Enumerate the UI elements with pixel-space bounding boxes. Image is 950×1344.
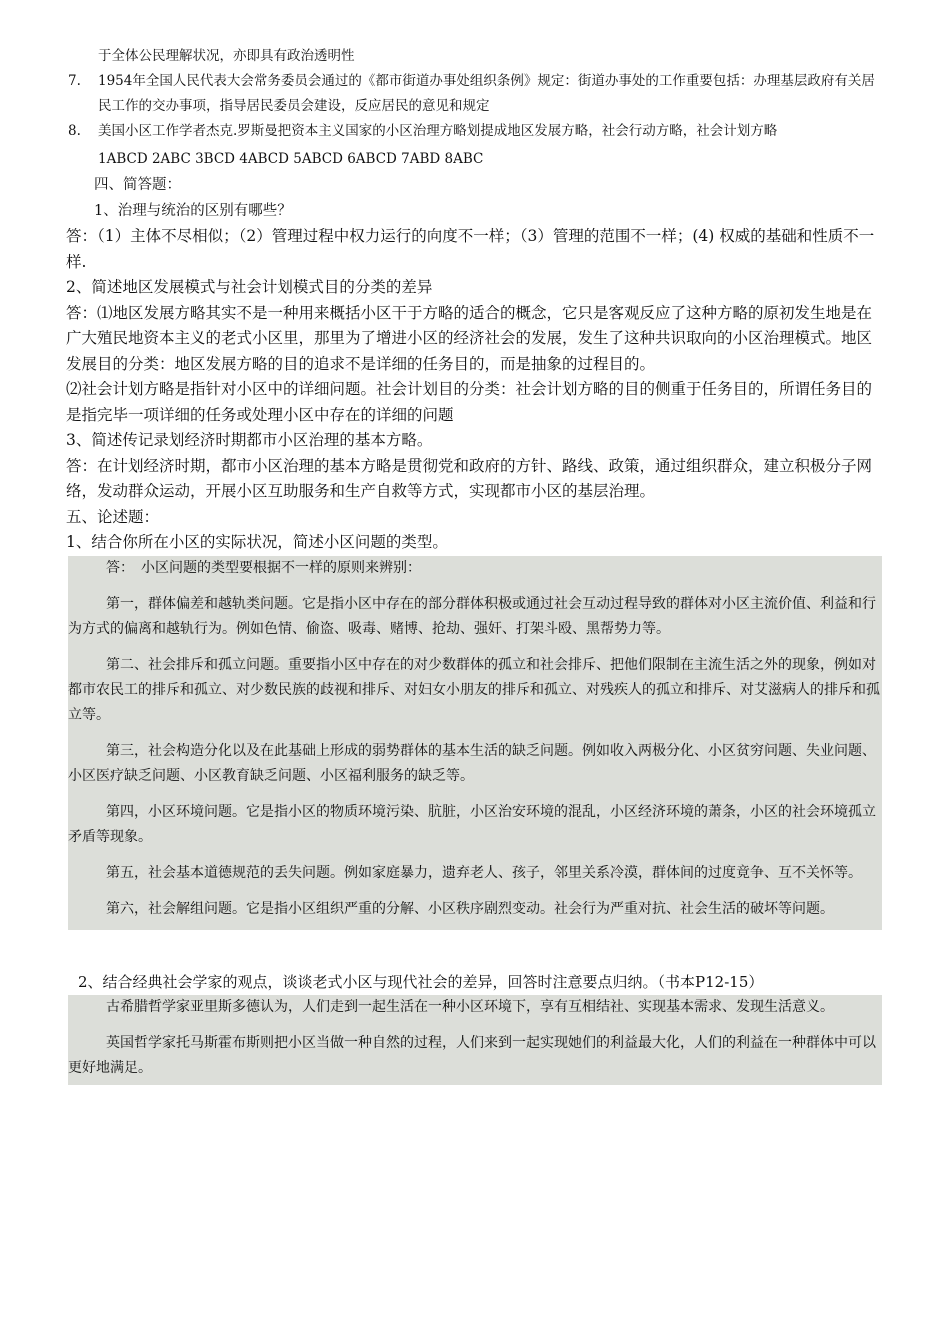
continuation-line: 于全体公民理解状况，亦即具有政治透明性: [98, 48, 355, 64]
list-item-7: [68, 69, 882, 119]
essay-1-answer-box: [68, 556, 882, 930]
section-4-heading: 四、简答题：: [94, 177, 181, 193]
section-5-heading: 五、论述题：: [66, 507, 160, 526]
essay-2-answer-box: [68, 995, 882, 1085]
essay-1-paragraph: 第一，群体偏差和越轨类问题。它是指小区中存在的部分群体积极或通过社会互动过程导致的群体对小区主流价值、利益和行为方式的偏离和越轨行为。例如色情、偷盗、吸毒、赌博、抢劫、强奸、打架斗殴、黑帮势力等。: [68, 595, 876, 637]
essay-1-paragraph: 第五，社会基本道德规范的丢失问题。例如家庭暴力，遗弃老人、孩子，邻里关系冷漠，群体间的过度竟争、互不关怀等。: [106, 864, 862, 881]
essay-2-paragraph: 英国哲学家托马斯霍布斯则把小区当做一种自然的过程，人们来到一起实现她们的利益最大化，人们的利益在一种群体中可以更好地满足。: [68, 1034, 876, 1076]
essay-1-paragraph: 第三，社会构造分化以及在此基础上形成的弱势群体的基本生活的缺乏问题。例如收入两极分化、小区贫穷问题、失业问题、小区医疗缺乏问题、小区教育缺乏问题、小区福利服务的缺乏等。: [68, 742, 876, 784]
essay-2-paragraph: 古希腊哲学家亚里斯多德认为，人们走到一起生活在一种小区环境下，享有互相结社、实现基本需求、发现生活意义。: [106, 998, 834, 1015]
document-page: [68, 44, 882, 1085]
essay-1-intro: 答： 小区问题的类型要根据不一样的原则来辨别：: [106, 559, 421, 576]
item-number: 7.: [68, 73, 81, 89]
item-text: 美国小区工作学者杰克.罗斯曼把资本主义国家的小区治理方略划提成地区发展方略，社会行动方略，社会计划方略: [98, 123, 778, 139]
item-text: 1954年全国人民代表大会常务委员会通过的《都市街道办事处组织条例》规定：街道办事处的工作重要包括：办理基层政府有关居民工作的交办事项，指导居民委员会建设，反应居民的意见和规定: [98, 73, 875, 114]
question-2-answer-part-1: 答：⑴地区发展方略其实不是一种用来概括小区干于方略的适合的概念，它只是客观反应了这种方略的原初发生地是在广大殖民地资本主义的老式小区里，那里为了增进小区的经济社会的发展，发生了这种共识取向的小区治理模式。地区发展目的分类：地区发展方略的目的追求不是详细的任务目的，而是抽象的过程目的。: [66, 303, 873, 373]
essay-1-paragraph: 第二、社会排斥和孤立问题。重要指小区中存在的对少数群体的孤立和社会排斥、把他们限制在主流生活之外的现象，例如对都市农民工的排斥和孤立、对少数民族的歧视和排斥、对妇女小朋友的排斥和孤立、对残疾人的孤立和排斥、对艾滋病人的排斥和孤立等。: [68, 656, 880, 723]
question-3-title: 3、简述传记录划经济时期都市小区治理的基本方略。: [66, 431, 433, 449]
question-2-answer-part-2: ⑵社会计划方略是指针对小区中的详细问题。社会计划目的分类：社会计划方略的目的侧重于任务目的，所谓任务目的是指完毕一项详细的任务或处理小区中存在的详细的问题: [66, 380, 873, 424]
answer-key: 1ABCD 2ABC 3BCD 4ABCD 5ABCD 6ABCD 7ABD 8ABC: [98, 151, 484, 167]
question-2-title: 2、简述地区发展模式与社会计划模式目的分类的差异: [66, 278, 433, 296]
essay-1-paragraph: 第六，社会解组问题。它是指小区组织严重的分解、小区秩序剧烈变动。社会行为严重对抗、社会生活的破坏等问题。: [106, 900, 834, 917]
essay-1-paragraph: 第四，小区环境问题。它是指小区的物质环境污染、肮脏，小区治安环境的混乱，小区经济环境的萧条，小区的社会环境孤立矛盾等现象。: [68, 803, 876, 845]
question-1-title: 1、治理与统治的区别有哪些？: [94, 203, 292, 219]
essay-2-title: 2、结合经典社会学家的观点，谈谈老式小区与现代社会的差异，回答时注意要点归纳。（书本P12-15）: [78, 972, 764, 991]
spacer: [68, 930, 882, 970]
list-item-8: [68, 119, 882, 144]
question-3-answer: 答：在计划经济时期，都市小区治理的基本方略是贯彻党和政府的方针、路线、政策，通过组织群众，建立积极分子网络，发动群众运动，开展小区互助服务和生产自救等方式，实现都市小区的基层治理。: [66, 456, 873, 500]
question-1-answer: 答：（1）主体不尽相似；（2）管理过程中权力运行的向度不一样；（3）管理的范围不一样；(4) 权威的基础和性质不一样.: [66, 227, 875, 271]
item-number: 8.: [68, 123, 81, 139]
essay-1-title: 1、结合你所在小区的实际状况，简述小区问题的类型。: [66, 533, 448, 551]
